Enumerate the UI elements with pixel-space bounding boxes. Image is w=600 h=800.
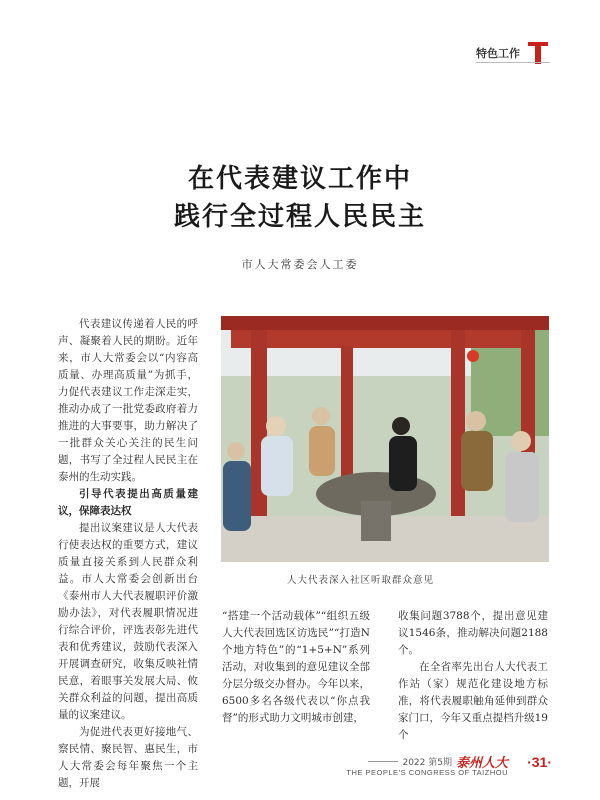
magazine-english-name: THE PEOPLE’S CONGRESS OF TAIZHOU [346,768,508,777]
section-mark-icon [528,42,548,64]
paragraph-body: 提出议案建议是人大代表行使表达权的重要方式，建议质量直接关系到人民群众利益。市人大常委会创新出台《泰州市人大代表履职评价激励办法》，对代表履职情况进行综合评价，评选表彰先进代表和优秀建议，鼓励代表深入开展调查研究，收集反映社情民意，着眼事关发展大局、攸关群众利益的问题，提出高质量的议案建议。 [58,522,198,721]
column-1 [58,316,198,792]
paragraph-body: 为促进代表更好接地气、察民情、聚民智、惠民生，市人大常委会每年聚焦一个主题，开展 [58,726,198,789]
section-tag [476,42,548,64]
issue-label: 2022 第5期 [402,758,452,768]
article-title [0,160,600,236]
footer-dash [368,761,398,762]
paragraph-body: “搭建一个活动载体”“组织五级人大代表回选区访选民”“打造N个地方特色”的“1+5+N”系列活动，对收集到的意见建议全部分层分级交办督办。今年以来，6500多名各级代表以“你点我督”的形式助力文明城市创建， [222,610,370,724]
paragraph-body: 收集问题3788个，提出意见建议1546条，推动解决问题2188个。 [398,610,548,656]
byline: 市人大常委会人工委 [241,258,359,271]
photo-caption: 人大代表深入社区听取群众意见 [287,575,435,586]
article-photo [221,316,549,562]
title-line-2: 践行全过程人民民主 [173,202,426,232]
title-line-1: 在代表建议工作中 [187,164,412,194]
column-2 [222,608,370,727]
paragraph-body: 在全省率先出台人大代表工作站（家）规范化建设地方标准，将代表履职触角延伸到群众家门口，今年又重点提档升级19个 [398,661,548,741]
section-tag-label: 特色工作 [476,47,520,60]
subheading: 引导代表提出高质量建议，保障表达权 [58,488,198,517]
page-number: ·31· [527,754,552,770]
page-footer [312,752,552,782]
header-rule [476,62,550,63]
column-3 [398,608,548,744]
paragraph-intro: 代表建议传递着人民的呼声、凝聚着人民的期盼。近年来，市人大常委会以“内容高质量、办理高质量”为抓手，力促代表建议工作走深走实，推动办成了一批党委政府着力推进的大事要事，助力解决了一批群众关心关注的民生问题，书写了全过程人民民主在泰州的生动实践。 [58,318,198,483]
community-meeting-photo [221,316,549,562]
magazine-logo: 泰州人大 [455,756,508,771]
